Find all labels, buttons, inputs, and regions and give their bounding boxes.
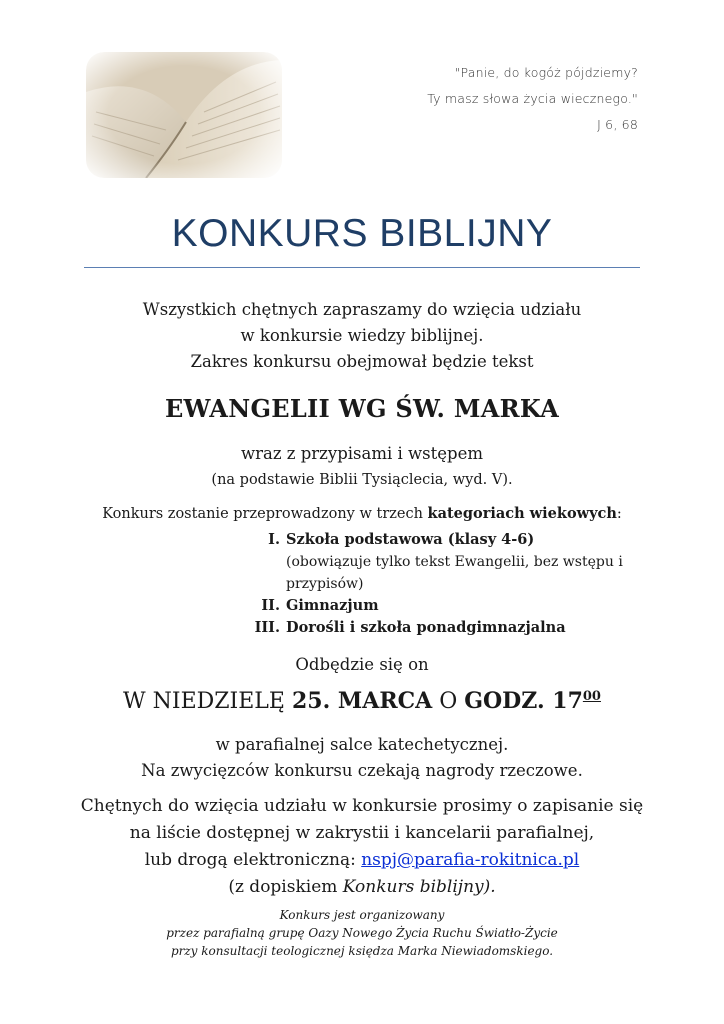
gospel-details-line-2: (na podstawie Biblii Tysiąclecia, wyd. V).: [211, 472, 513, 488]
category-note: (obowiązuje tylko tekst Ewangelii, bez wstępu i przypisów): [286, 554, 623, 592]
category-label: Dorośli i szkoła ponadgimnazjalna: [286, 619, 566, 636]
gospel-details-line-1: wraz z przypisami i wstępem: [241, 444, 483, 463]
signup-line-3: [0, 847, 724, 874]
event-date-time: [0, 688, 724, 714]
signup-line-4-emphasis: Konkurs biblijny).: [342, 877, 496, 897]
footer-line-2: przez parafialną grupę Oazy Nowego Życia Ruchu Światło-Życie: [166, 926, 558, 940]
open-bible-image: [86, 52, 282, 178]
quote-line-1: "Panie, do kogóż pójdziemy?: [454, 65, 638, 80]
intro-line-2: w konkursie wiedzy biblijnej.: [240, 326, 484, 345]
page-title: KONKURS BIBLIJNY: [171, 212, 553, 255]
event-prizes-line: Na zwycięzców konkursu czekają nagrody rzeczowe.: [141, 761, 583, 780]
categories-intro-prefix: Konkurs zostanie przeprowadzony w trzech: [102, 506, 428, 522]
signup-line-1: Chętnych do wzięcia udziału w konkursie prosimy o zapisanie się: [80, 796, 644, 816]
category-label: Gimnazjum: [286, 597, 379, 614]
email-link[interactable]: nspj@parafia-rokitnica.pl: [361, 850, 580, 870]
categories-list: [238, 529, 638, 639]
event-place: [0, 732, 724, 784]
signup-paragraph: [0, 793, 724, 901]
event-date: 25. MARCA: [291, 688, 433, 714]
category-number: I.: [268, 531, 280, 548]
category-label: Szkoła podstawowa (klasy 4-6): [286, 531, 535, 548]
categories-intro-emphasis: kategoriach wiekowych: [427, 505, 617, 522]
bible-quote: [427, 60, 638, 138]
quote-reference: J 6, 68: [597, 117, 638, 132]
gospel-details: [0, 441, 724, 493]
category-item: [238, 529, 638, 595]
event-place-line: w parafialnej salce katechetycznej.: [215, 735, 509, 754]
intro-line-1: Wszystkich chętnych zapraszamy do wzięcia udziału: [142, 300, 582, 319]
title-divider: [84, 267, 640, 268]
category-number: III.: [254, 619, 280, 636]
event-time: GODZ. 17: [464, 688, 583, 714]
quote-line-2: Ty masz słowa życia wiecznego.": [427, 91, 638, 106]
intro-paragraph: [0, 297, 724, 375]
event-middle: O: [432, 689, 465, 714]
footer-line-1: Konkurs jest organizowany: [279, 908, 445, 922]
event-minutes: 00: [582, 689, 601, 704]
category-item: [238, 595, 638, 617]
signup-line-4: [0, 874, 724, 901]
signup-line-4-prefix: (z dopiskiem: [228, 877, 343, 897]
footer-line-3: przy konsultacji teologicznej księdza Marka Niewiadomskiego.: [170, 944, 554, 958]
signup-line-2: na liście dostępnej w zakrystii i kancelarii parafialnej,: [129, 823, 595, 843]
organizer-footer: [0, 906, 724, 960]
event-intro: Odbędzie się on: [295, 655, 429, 674]
gospel-title: EWANGELII WG ŚW. MARKA: [164, 394, 560, 423]
category-number: II.: [261, 597, 280, 614]
intro-line-3: Zakres konkursu obejmował będzie tekst: [190, 352, 534, 371]
categories-intro-suffix: :: [616, 506, 622, 522]
categories-intro: [0, 505, 724, 522]
signup-line-3-prefix: lub drogą elektroniczną:: [144, 850, 362, 870]
category-item: [238, 617, 638, 639]
event-prefix: W NIEDZIELĘ: [123, 689, 292, 714]
